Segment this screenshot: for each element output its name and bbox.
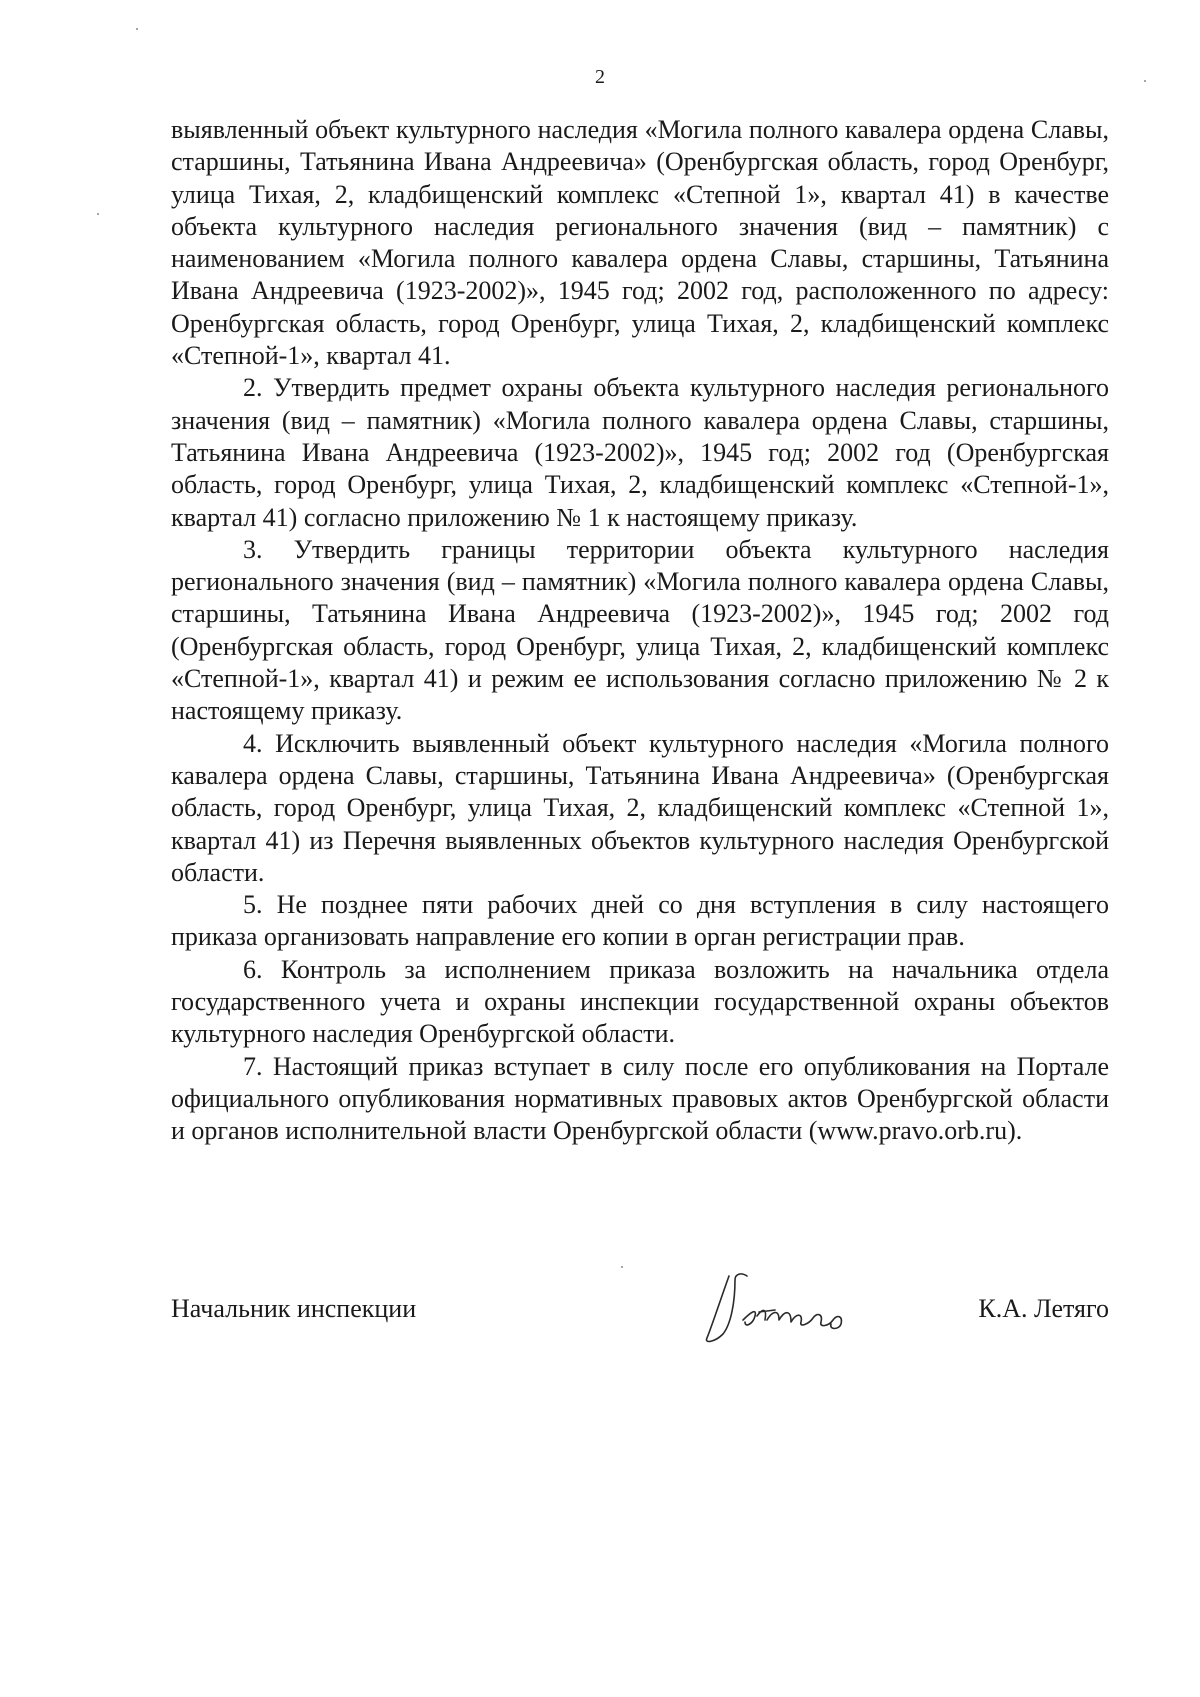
handwritten-signature <box>701 1268 871 1343</box>
paragraph-item-7: 7. Настоящий приказ вступает в силу после его опубликования на Портале официального опубликования нормативных правовых актов Оренбургской области и органов исполнительной власти Оренбургской области (www.pravo.orb.ru). <box>171 1051 1109 1146</box>
paragraph-item-3: 3. Утвердить границы территории объекта культурного наследия регионального значения (вид – памятник) «Могила полного кавалера ордена Славы, старшины, Татьянина Ивана Андреевича (1923-2002)», 1945 год; 2002 год (Оренбургская область, город Оренбург, улица Тихая, 2, кладбищенский комплекс «Степной-1», квартал 41) и режим ее использования согласно приложению № 2 к настоящему приказу. <box>171 534 1109 726</box>
scan-speck <box>136 28 138 30</box>
signature-block <box>171 1268 1109 1348</box>
paragraph-continuation: выявленный объект культурного наследия «Могила полного кавалера ордена Славы, старшины, Татьянина Ивана Андреевича» (Оренбургская область, город Оренбург, улица Тихая, 2, кладбищенский комплекс «Степной 1», квартал 41) в качестве объекта культурного наследия регионального значения (вид – памятник) с наименованием «Могила полного кавалера ордена Славы, старшины, Татьянина Ивана Андреевича (1923-2002)», 1945 год; 2002 год, расположенного по адресу: Оренбургская область, город Оренбург, улица Тихая, 2, кладбищенский комплекс «Степной-1», квартал 41. <box>171 115 1109 371</box>
paragraph-item-4: 4. Исключить выявленный объект культурного наследия «Могила полного кавалера ордена Славы, старшины, Татьянина Ивана Андреевича» (Оренбургская область, город Оренбург, улица Тихая, 2, кладбищенский комплекс «Степной 1», квартал 41) из Перечня выявленных объектов культурного наследия Оренбургской области. <box>171 728 1109 887</box>
scan-speck <box>97 213 99 215</box>
signatory-position: Начальник инспекции <box>171 1294 417 1323</box>
paragraph-item-6: 6. Контроль за исполнением приказа возложить на начальника отдела государственного учета и охраны инспекции государственной охраны объектов культурного наследия Оренбургской области. <box>171 954 1109 1049</box>
paragraph-item-5: 5. Не позднее пяти рабочих дней со дня вступления в силу настоящего приказа организовать направление его копии в орган регистрации прав. <box>171 890 1109 952</box>
document-body <box>171 114 1109 1148</box>
page-number: 2 <box>595 66 605 88</box>
paragraph-item-2: 2. Утвердить предмет охраны объекта культурного наследия регионального значения (вид – памятник) «Могила полного кавалера ордена Славы, старшины, Татьянина Ивана Андреевича (1923-2002)», 1945 год; 2002 год (Оренбургская область, город Оренбург, улица Тихая, 2, кладбищенский комплекс «Степной-1», квартал 41) согласно приложению № 1 к настоящему приказу. <box>171 373 1109 532</box>
signatory-name: К.А. Летяго <box>978 1294 1109 1323</box>
